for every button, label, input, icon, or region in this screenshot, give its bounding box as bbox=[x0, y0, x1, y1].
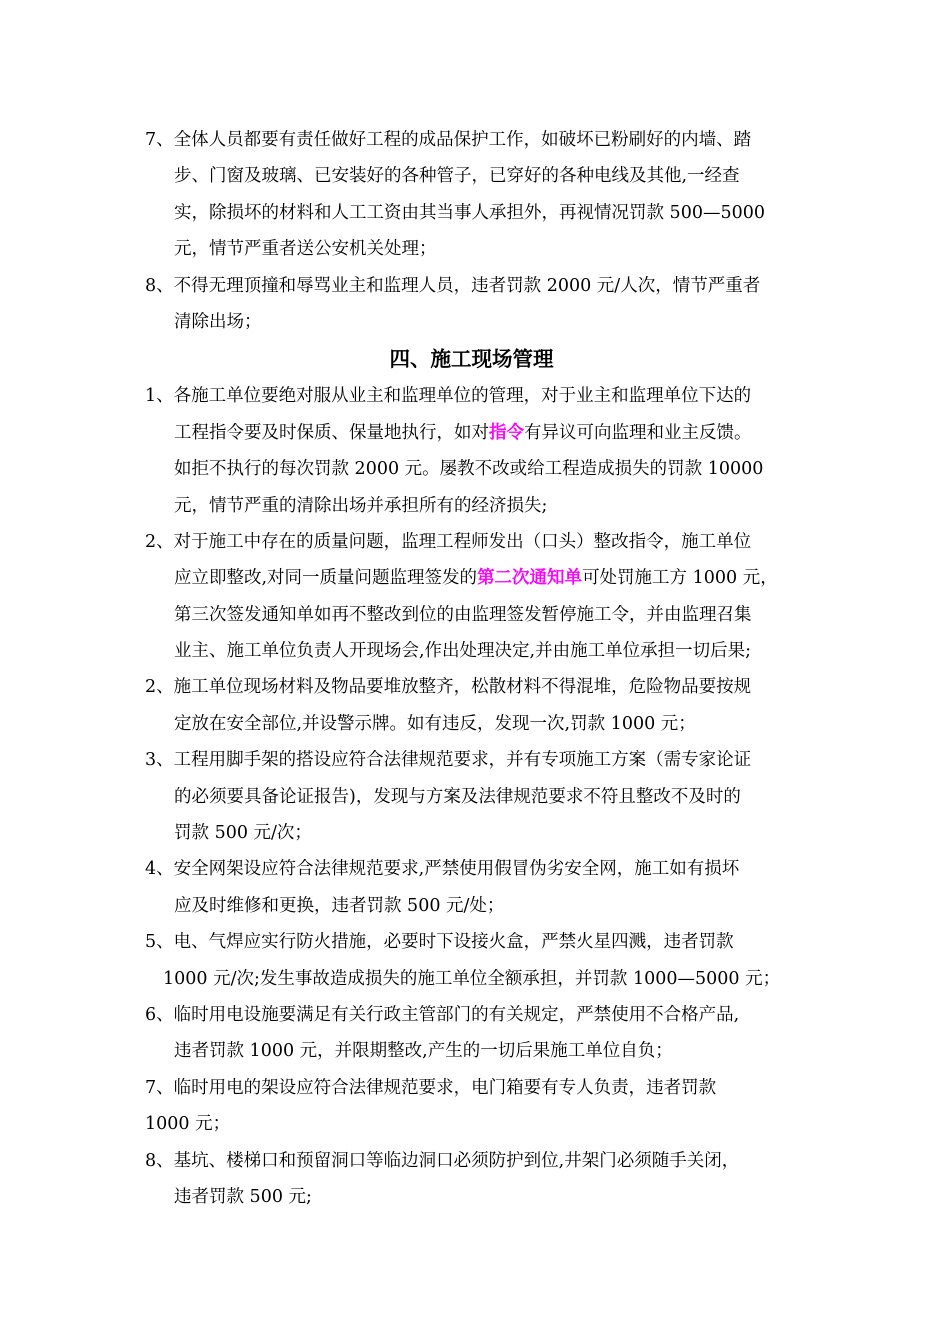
clause-8-edge-protection bbox=[145, 1143, 810, 1216]
highlight-text: 指令 bbox=[489, 422, 524, 443]
clause-3-scaffolding bbox=[145, 742, 810, 851]
clause-line: 6、临时用电设施要满足有关行政主管部门的有关规定，严禁使用不合格产品, bbox=[145, 1004, 740, 1025]
clause-line: 的必须要具备论证报告)，发现与方案及法律规范要求不符且整改不及时的 bbox=[174, 786, 741, 807]
clause-line: 应及时维修和更换，违者罚款 500 元/处； bbox=[174, 895, 505, 916]
clause-line: 步、门窗及玻璃、已安装好的各种管子，已穿好的各种电线及其他,一经查 bbox=[174, 166, 740, 187]
clause-6-temporary-power bbox=[145, 997, 810, 1070]
clause-line: 8、基坑、楼梯口和预留洞口等临边洞口必须防护到位,井架门必须随手关闭， bbox=[145, 1150, 740, 1171]
clause-5-welding-fire bbox=[145, 924, 810, 997]
clause-4-safety-net bbox=[145, 851, 810, 924]
clause-line: 罚款 500 元/次； bbox=[174, 823, 312, 844]
clause-line: 8、不得无理顶撞和辱骂业主和监理人员，违者罚款 2000 元/人次，情节严重者 bbox=[145, 275, 761, 296]
clause-7-product-protection bbox=[145, 122, 810, 268]
clause-line: 违者罚款 1000 元，并限期整改,产生的一切后果施工单位自负； bbox=[174, 1041, 673, 1062]
clause-line: 1000 元； bbox=[145, 1114, 231, 1135]
clause-line: 定放在安全部位,并设警示牌。如有违反，发现一次,罚款 1000 元； bbox=[174, 713, 696, 734]
clause-line: 1000 元/次;发生事故造成损失的施工单位全额承担，并罚款 1000—5000 元； bbox=[163, 968, 781, 989]
clause-line bbox=[145, 415, 810, 451]
clause-line: 元，情节严重者送公安机关处理； bbox=[174, 239, 437, 260]
clause-line: 违者罚款 500 元; bbox=[174, 1186, 312, 1207]
section-heading: 四、施工现场管理 bbox=[389, 347, 554, 372]
clause-1-obey-management bbox=[145, 378, 810, 524]
clause-line: 清除出场； bbox=[174, 311, 262, 332]
clause-2-material-storage bbox=[145, 669, 810, 742]
clause-line: 2、施工单位现场材料及物品要堆放整齐，松散材料不得混堆，危险物品要按规 bbox=[145, 677, 752, 698]
clause-text: 可处罚施工方 1000 元， bbox=[582, 568, 778, 589]
clause-line: 如拒不执行的每次罚款 2000 元。屡教不改或给工程造成损失的罚款 10000 bbox=[174, 459, 764, 480]
clause-2-quality-issues bbox=[145, 524, 810, 670]
clause-7-power-installation bbox=[145, 1070, 810, 1143]
clause-line: 实，除损坏的材料和人工工资由其当事人承担外，再视情况罚款 500—5000 bbox=[174, 202, 765, 223]
clause-line: 7、全体人员都要有责任做好工程的成品保护工作，如破坏已粉刷好的内墙、踏 bbox=[145, 130, 752, 150]
clause-text: 应立即整改,对同一质量问题监理签发的 bbox=[174, 568, 478, 589]
clause-line: 5、电、气焊应实行防火措施，必要时下设接火盒，严禁火星四溅，违者罚款 bbox=[145, 932, 734, 953]
clause-line: 元，情节严重的清除出场并承担所有的经济损失; bbox=[174, 495, 548, 516]
clause-line: 7、临时用电的架设应符合法律规范要求，电门箱要有专人负责，违者罚款 bbox=[145, 1077, 717, 1098]
clause-text: 工程指令要及时保质、保量地执行，如对 bbox=[174, 422, 489, 443]
clause-line: 3、工程用脚手架的搭设应符合法律规范要求，并有专项施工方案（需专家论证 bbox=[145, 750, 752, 771]
clause-line bbox=[145, 560, 810, 596]
clause-8-no-insult bbox=[145, 268, 810, 341]
clause-line: 4、安全网架设应符合法律规范要求,严禁使用假冒伪劣安全网，施工如有损坏 bbox=[145, 859, 740, 880]
highlight-text: 第二次通知单 bbox=[477, 568, 583, 589]
clause-line: 2、对于施工中存在的质量问题，监理工程师发出（口头）整改指令，施工单位 bbox=[145, 531, 752, 552]
clause-line: 业主、施工单位负责人开现场会,作出处理决定,并由施工单位承担一切后果; bbox=[174, 641, 752, 662]
clause-line: 第三次签发通知单如再不整改到位的由监理签发暂停施工令，并由监理召集 bbox=[174, 604, 752, 625]
clause-line: 1、各施工单位要绝对服从业主和监理单位的管理，对于业主和监理单位下达的 bbox=[145, 386, 752, 407]
clause-text: 有异议可向监理和业主反馈。 bbox=[524, 422, 752, 443]
